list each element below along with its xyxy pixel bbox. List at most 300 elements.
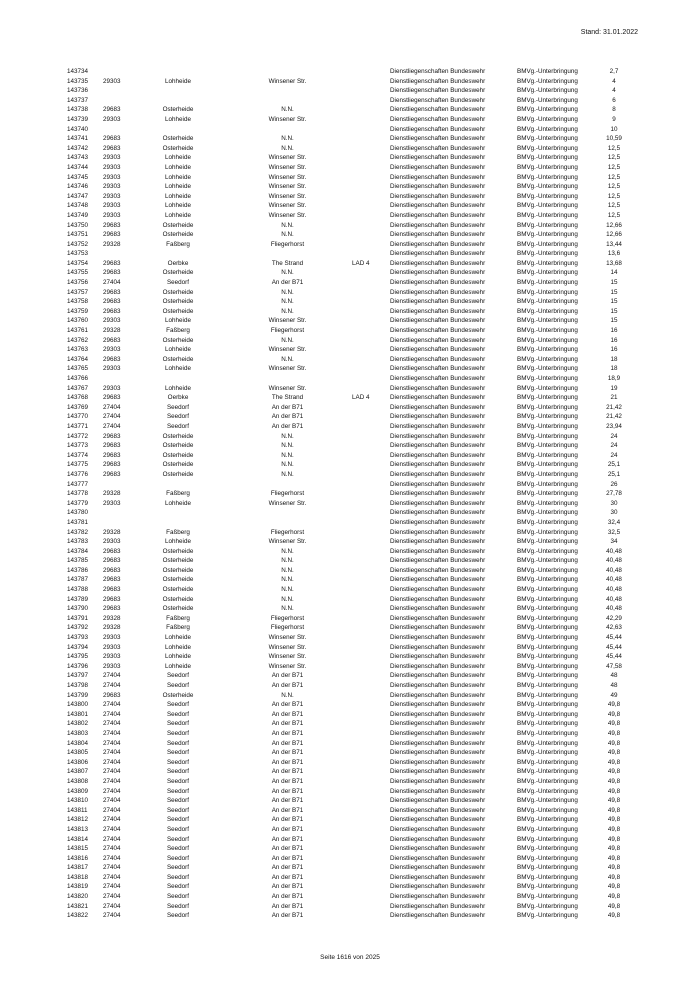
- cell-usage: BMVg.-Unterbringung: [517, 624, 578, 632]
- cell-usage: BMVg.-Unterbringung: [517, 614, 578, 622]
- cell-property-type: Dienstliegenschaften Bundeswehr: [390, 298, 486, 306]
- cell-street: An der B71: [271, 682, 304, 689]
- table-row: [0, 854, 700, 864]
- table-row: [0, 278, 700, 288]
- cell-usage: BMVg.-Unterbringung: [517, 470, 578, 478]
- cell-property-type: Dienstliegenschaften Bundeswehr: [390, 106, 486, 114]
- cell-usage: BMVg.-Unterbringung: [517, 346, 578, 354]
- cell-postal-code: 29683: [103, 221, 121, 229]
- cell-id: 143768: [67, 394, 89, 402]
- table-row: [0, 882, 700, 892]
- cell-locality: Osterheide: [162, 135, 194, 143]
- table-row: [0, 297, 700, 307]
- cell-id: 143745: [67, 173, 89, 181]
- cell-property-type: Dienstliegenschaften Bundeswehr: [390, 499, 486, 507]
- table-row: [0, 767, 700, 777]
- cell-id: 143738: [67, 106, 89, 114]
- cell-id: 143790: [67, 605, 89, 613]
- cell-street: An der B71: [271, 672, 304, 680]
- table-row: [0, 633, 700, 643]
- cell-locality: Lohheide: [165, 154, 191, 162]
- cell-postal-code: 27404: [103, 787, 121, 795]
- cell-property-type: Dienstliegenschaften Bundeswehr: [390, 749, 486, 757]
- cell-property-type: Dienstliegenschaften Bundeswehr: [390, 701, 486, 709]
- table-row: [0, 662, 700, 672]
- cell-property-type: Dienstliegenschaften Bundeswehr: [390, 87, 486, 95]
- cell-property-type: Dienstliegenschaften Bundeswehr: [390, 691, 486, 699]
- cell-locality: Seedorf: [166, 777, 190, 785]
- cell-property-type: Dienstliegenschaften Bundeswehr: [390, 816, 486, 824]
- cell-property-type: Dienstliegenschaften Bundeswehr: [390, 864, 486, 872]
- table-row: [0, 623, 700, 633]
- cell-locality: Seedorf: [166, 720, 190, 728]
- cell-postal-code: 27404: [103, 893, 121, 901]
- cell-locality: Osterheide: [162, 221, 194, 229]
- cell-usage: BMVg.-Unterbringung: [517, 68, 578, 75]
- table-row: [0, 470, 700, 480]
- cell-id: 143736: [67, 87, 89, 95]
- cell-usage: BMVg.-Unterbringung: [517, 835, 578, 843]
- cell-id: 143800: [67, 701, 89, 709]
- cell-id: 143769: [67, 403, 89, 411]
- cell-locality: Lohheide: [165, 192, 191, 200]
- cell-postal-code: 29683: [103, 355, 121, 363]
- cell-id: 143739: [67, 115, 89, 123]
- cell-street: N.N.: [281, 355, 294, 363]
- cell-street: An der B71: [271, 912, 304, 920]
- cell-street: An der B71: [271, 701, 304, 709]
- cell-street: Winsener Str.: [268, 317, 307, 325]
- cell-locality: Osterheide: [162, 691, 194, 699]
- cell-usage: BMVg.-Unterbringung: [517, 806, 578, 814]
- cell-id: 143742: [67, 144, 89, 152]
- cell-value: 49,8: [607, 797, 621, 805]
- cell-property-type: Dienstliegenschaften Bundeswehr: [390, 135, 486, 143]
- cell-property-type: Dienstliegenschaften Bundeswehr: [390, 586, 486, 594]
- cell-usage: BMVg.-Unterbringung: [517, 221, 578, 229]
- cell-id: 143806: [67, 758, 89, 766]
- stand-date: Stand: 31.01.2022: [580, 29, 638, 36]
- table-row: [0, 575, 700, 585]
- cell-usage: BMVg.-Unterbringung: [517, 864, 578, 872]
- cell-locality: Seedorf: [166, 701, 190, 709]
- cell-id: 143756: [67, 279, 89, 287]
- cell-property-type: Dienstliegenschaften Bundeswehr: [390, 365, 486, 373]
- cell-street: Winsener Str.: [268, 346, 307, 354]
- cell-postal-code: 27404: [103, 279, 121, 287]
- cell-id: 143770: [67, 413, 89, 421]
- cell-postal-code: 29303: [103, 653, 121, 661]
- cell-usage: BMVg.-Unterbringung: [517, 269, 578, 277]
- cell-usage: BMVg.-Unterbringung: [517, 259, 578, 267]
- table-row: [0, 460, 700, 470]
- cell-id: 143795: [67, 653, 89, 661]
- table-row: [0, 163, 700, 173]
- cell-value: 49,8: [607, 902, 621, 910]
- cell-id: 143767: [67, 384, 89, 392]
- table-row: [0, 230, 700, 240]
- cell-value: 49,8: [607, 787, 621, 795]
- cell-locality: Faßberg: [166, 624, 190, 632]
- cell-id: 143787: [67, 576, 89, 584]
- cell-property-type: Dienstliegenschaften Bundeswehr: [390, 797, 486, 805]
- cell-property-type: Dienstliegenschaften Bundeswehr: [390, 662, 486, 670]
- cell-id: 143743: [67, 154, 89, 162]
- cell-value: 13,68: [606, 259, 622, 267]
- table-row: [0, 412, 700, 422]
- cell-id: 143781: [67, 518, 89, 526]
- cell-usage: BMVg.-Unterbringung: [517, 327, 578, 335]
- cell-property-type: Dienstliegenschaften Bundeswehr: [390, 183, 486, 191]
- cell-usage: BMVg.-Unterbringung: [517, 499, 578, 507]
- table-row: [0, 508, 700, 518]
- cell-street: Winsener Str.: [268, 154, 307, 162]
- table-row: [0, 844, 700, 854]
- cell-usage: BMVg.-Unterbringung: [517, 163, 578, 171]
- table-row: [0, 700, 700, 710]
- table-row: [0, 182, 700, 192]
- cell-locality: Seedorf: [166, 816, 190, 824]
- cell-street: Winsener Str.: [268, 662, 307, 670]
- cell-street: N.N.: [281, 691, 294, 699]
- table-row: [0, 403, 700, 413]
- cell-locality: Lohheide: [165, 183, 191, 191]
- cell-id: 143741: [67, 135, 89, 143]
- table-row: [0, 719, 700, 729]
- cell-street: Fliegerhorst: [270, 528, 305, 536]
- cell-locality: Osterheide: [162, 557, 194, 565]
- cell-street: An der B71: [271, 413, 304, 421]
- cell-property-type: Dienstliegenschaften Bundeswehr: [390, 144, 486, 152]
- table-row: [0, 604, 700, 614]
- cell-property-type: Dienstliegenschaften Bundeswehr: [390, 173, 486, 181]
- cell-postal-code: 29683: [103, 451, 121, 459]
- cell-usage: BMVg.-Unterbringung: [517, 797, 578, 805]
- cell-locality: Lohheide: [165, 173, 191, 181]
- cell-locality: Seedorf: [166, 873, 190, 881]
- cell-id: 143778: [67, 490, 89, 498]
- cell-value: 12,66: [606, 231, 622, 239]
- table-row: [0, 556, 700, 566]
- cell-lad: LAD 4: [352, 394, 370, 402]
- cell-property-type: Dienstliegenschaften Bundeswehr: [390, 413, 486, 421]
- cell-street: Fliegerhorst: [270, 614, 305, 622]
- cell-locality: Faßberg: [166, 490, 190, 498]
- cell-property-type: Dienstliegenschaften Bundeswehr: [390, 912, 486, 920]
- cell-id: 143762: [67, 336, 89, 344]
- cell-usage: BMVg.-Unterbringung: [517, 87, 578, 95]
- cell-street: N.N.: [281, 221, 294, 229]
- cell-street: An der B71: [271, 825, 304, 833]
- table-row: [0, 355, 700, 365]
- cell-value: 24: [610, 442, 618, 450]
- cell-property-type: Dienstliegenschaften Bundeswehr: [390, 787, 486, 795]
- cell-usage: BMVg.-Unterbringung: [517, 432, 578, 440]
- cell-postal-code: 29328: [103, 240, 121, 248]
- cell-id: 143766: [67, 375, 89, 382]
- cell-property-type: Dienstliegenschaften Bundeswehr: [390, 355, 486, 363]
- cell-locality: Osterheide: [162, 566, 194, 574]
- cell-street: N.N.: [281, 557, 294, 565]
- cell-value: 12,5: [607, 211, 621, 219]
- cell-postal-code: 29683: [103, 298, 121, 306]
- cell-id: 143747: [67, 192, 89, 200]
- cell-postal-code: 29683: [103, 269, 121, 277]
- cell-postal-code: 29683: [103, 557, 121, 565]
- table-row: [0, 835, 700, 845]
- cell-postal-code: 27404: [103, 720, 121, 728]
- cell-street: Winsener Str.: [268, 202, 307, 210]
- cell-usage: BMVg.-Unterbringung: [517, 557, 578, 565]
- cell-id: 143753: [67, 250, 89, 258]
- cell-usage: BMVg.-Unterbringung: [517, 490, 578, 498]
- cell-value: 49,8: [607, 845, 621, 853]
- cell-postal-code: 29303: [103, 499, 121, 507]
- cell-value: 49,8: [607, 825, 621, 833]
- cell-usage: BMVg.-Unterbringung: [517, 135, 578, 143]
- table-row: [0, 729, 700, 739]
- cell-locality: Osterheide: [162, 231, 194, 239]
- cell-locality: Seedorf: [166, 279, 190, 287]
- cell-property-type: Dienstliegenschaften Bundeswehr: [390, 883, 486, 891]
- cell-property-type: Dienstliegenschaften Bundeswehr: [390, 461, 486, 469]
- cell-usage: BMVg.-Unterbringung: [517, 154, 578, 162]
- cell-locality: Faßberg: [166, 240, 190, 248]
- cell-usage: BMVg.-Unterbringung: [517, 672, 578, 680]
- cell-street: Winsener Str.: [268, 653, 307, 661]
- cell-postal-code: 29683: [103, 394, 121, 402]
- cell-street: An der B71: [271, 893, 304, 901]
- cell-id: 143782: [67, 528, 89, 536]
- table-row: [0, 67, 700, 77]
- table-row: [0, 336, 700, 346]
- cell-property-type: Dienstliegenschaften Bundeswehr: [390, 442, 486, 450]
- cell-property-type: Dienstliegenschaften Bundeswehr: [390, 346, 486, 354]
- table-row: [0, 585, 700, 595]
- cell-street: An der B71: [271, 710, 304, 718]
- cell-value: 25,1: [607, 470, 621, 478]
- cell-value: 13,6: [607, 250, 621, 258]
- cell-locality: Lohheide: [165, 384, 191, 392]
- table-row: [0, 326, 700, 336]
- cell-id: 143785: [67, 557, 89, 565]
- cell-usage: BMVg.-Unterbringung: [517, 336, 578, 344]
- cell-street: Winsener Str.: [268, 538, 307, 546]
- cell-usage: BMVg.-Unterbringung: [517, 365, 578, 373]
- cell-id: 143811: [67, 806, 88, 814]
- cell-value: 13,44: [606, 240, 622, 248]
- cell-postal-code: 27404: [103, 825, 121, 833]
- cell-street: N.N.: [281, 106, 294, 114]
- cell-property-type: Dienstliegenschaften Bundeswehr: [390, 902, 486, 910]
- cell-property-type: Dienstliegenschaften Bundeswehr: [390, 240, 486, 248]
- cell-street: N.N.: [281, 336, 294, 344]
- table-row: [0, 374, 700, 384]
- cell-usage: BMVg.-Unterbringung: [517, 777, 578, 785]
- cell-usage: BMVg.-Unterbringung: [517, 355, 578, 363]
- cell-value: 40,48: [606, 566, 622, 574]
- table-row: [0, 153, 700, 163]
- cell-value: 32,4: [607, 518, 621, 526]
- table-row: [0, 144, 700, 154]
- cell-postal-code: 29303: [103, 346, 121, 354]
- cell-value: 45,44: [606, 634, 622, 642]
- cell-postal-code: 27404: [103, 768, 121, 776]
- cell-locality: Seedorf: [166, 749, 190, 757]
- cell-property-type: Dienstliegenschaften Bundeswehr: [390, 490, 486, 498]
- cell-value: 49,8: [607, 854, 621, 862]
- cell-property-type: Dienstliegenschaften Bundeswehr: [390, 518, 486, 526]
- cell-property-type: Dienstliegenschaften Bundeswehr: [390, 451, 486, 459]
- cell-locality: Seedorf: [166, 787, 190, 795]
- cell-value: 4: [612, 77, 616, 85]
- cell-property-type: Dienstliegenschaften Bundeswehr: [390, 432, 486, 440]
- cell-street: An der B71: [271, 422, 304, 430]
- cell-id: 143775: [67, 461, 89, 469]
- cell-locality: Osterheide: [162, 586, 194, 594]
- cell-usage: BMVg.-Unterbringung: [517, 701, 578, 709]
- cell-street: N.N.: [281, 566, 294, 574]
- cell-id: 143815: [67, 845, 89, 853]
- cell-locality: Seedorf: [166, 403, 190, 411]
- cell-locality: Faßberg: [166, 528, 190, 536]
- cell-locality: Faßberg: [166, 614, 190, 622]
- cell-street: The Strand: [271, 259, 304, 267]
- cell-id: 143746: [67, 183, 89, 191]
- cell-property-type: Dienstliegenschaften Bundeswehr: [390, 470, 486, 478]
- cell-usage: BMVg.-Unterbringung: [517, 173, 578, 181]
- cell-property-type: Dienstliegenschaften Bundeswehr: [390, 231, 486, 239]
- cell-value: 18: [610, 365, 618, 373]
- table-row: [0, 652, 700, 662]
- cell-postal-code: 29303: [103, 163, 121, 171]
- cell-postal-code: 29328: [103, 490, 121, 498]
- cell-value: 16: [610, 327, 618, 335]
- cell-value: 49,8: [607, 806, 621, 814]
- cell-usage: BMVg.-Unterbringung: [517, 586, 578, 594]
- cell-property-type: Dienstliegenschaften Bundeswehr: [390, 643, 486, 651]
- cell-street: Winsener Str.: [268, 183, 307, 191]
- cell-usage: BMVg.-Unterbringung: [517, 816, 578, 824]
- cell-street: N.N.: [281, 135, 294, 143]
- cell-value: 8: [612, 106, 616, 114]
- cell-postal-code: 27404: [103, 701, 121, 709]
- cell-id: 143814: [67, 835, 89, 843]
- cell-property-type: Dienstliegenschaften Bundeswehr: [390, 125, 486, 133]
- cell-id: 143771: [67, 422, 89, 430]
- cell-locality: Seedorf: [166, 835, 190, 843]
- cell-street: N.N.: [281, 595, 294, 603]
- cell-postal-code: 27404: [103, 806, 121, 814]
- cell-value: 14: [610, 269, 618, 277]
- cell-value: 49,8: [607, 749, 621, 757]
- cell-locality: Lohheide: [165, 115, 191, 123]
- cell-usage: BMVg.-Unterbringung: [517, 240, 578, 248]
- cell-value: 40,48: [606, 595, 622, 603]
- cell-locality: Osterheide: [162, 106, 194, 114]
- cell-postal-code: 29303: [103, 192, 121, 200]
- cell-usage: BMVg.-Unterbringung: [517, 787, 578, 795]
- cell-postal-code: 29683: [103, 231, 121, 239]
- cell-locality: Lohheide: [165, 653, 191, 661]
- cell-value: 9: [612, 115, 616, 123]
- cell-locality: Osterheide: [162, 461, 194, 469]
- cell-postal-code: 29328: [103, 624, 121, 632]
- cell-usage: BMVg.-Unterbringung: [517, 576, 578, 584]
- cell-street: An der B71: [271, 864, 304, 872]
- page-number: Seite 1616 von 2025: [320, 954, 380, 961]
- cell-postal-code: 29683: [103, 605, 121, 613]
- table-row: [0, 825, 700, 835]
- table-row: [0, 671, 700, 681]
- table-row: [0, 787, 700, 797]
- cell-usage: BMVg.-Unterbringung: [517, 691, 578, 699]
- cell-locality: Seedorf: [166, 758, 190, 766]
- table-row: [0, 863, 700, 873]
- table-row: [0, 316, 700, 326]
- cell-street: N.N.: [281, 231, 294, 239]
- cell-value: 21,42: [606, 403, 622, 411]
- cell-value: 23,94: [606, 422, 622, 430]
- cell-id: 143807: [67, 768, 89, 776]
- cell-usage: BMVg.-Unterbringung: [517, 538, 578, 546]
- cell-locality: Lohheide: [165, 538, 191, 546]
- cell-usage: BMVg.-Unterbringung: [517, 192, 578, 200]
- cell-value: 21: [610, 394, 618, 402]
- cell-id: 143744: [67, 163, 89, 171]
- cell-street: An der B71: [271, 729, 304, 737]
- cell-locality: Lohheide: [165, 77, 191, 85]
- cell-id: 143765: [67, 365, 89, 373]
- table-row: [0, 125, 700, 135]
- cell-property-type: Dienstliegenschaften Bundeswehr: [390, 777, 486, 785]
- cell-property-type: Dienstliegenschaften Bundeswehr: [390, 538, 486, 546]
- table-row: [0, 192, 700, 202]
- table-row: [0, 595, 700, 605]
- cell-locality: Osterheide: [162, 288, 194, 296]
- cell-property-type: Dienstliegenschaften Bundeswehr: [390, 595, 486, 603]
- cell-value: 49,8: [607, 777, 621, 785]
- cell-locality: Seedorf: [166, 893, 190, 901]
- table-row: [0, 393, 700, 403]
- table-row: [0, 249, 700, 259]
- cell-street: An der B71: [271, 758, 304, 766]
- cell-postal-code: 27404: [103, 864, 121, 872]
- cell-postal-code: 29303: [103, 317, 121, 325]
- cell-postal-code: 27404: [103, 816, 121, 824]
- cell-id: 143754: [67, 259, 89, 267]
- cell-street: An der B71: [271, 854, 304, 862]
- table-row: [0, 489, 700, 499]
- cell-street: Winsener Str.: [268, 384, 307, 392]
- cell-value: 26: [610, 480, 618, 488]
- cell-locality: Seedorf: [166, 422, 190, 430]
- cell-locality: Seedorf: [166, 883, 190, 891]
- table-row: [0, 221, 700, 231]
- cell-locality: Osterheide: [162, 547, 194, 555]
- cell-street: N.N.: [281, 288, 294, 296]
- cell-property-type: Dienstliegenschaften Bundeswehr: [390, 509, 486, 517]
- cell-property-type: Dienstliegenschaften Bundeswehr: [390, 845, 486, 853]
- cell-postal-code: 29303: [103, 202, 121, 210]
- cell-street: An der B71: [271, 749, 304, 757]
- cell-postal-code: 27404: [103, 845, 121, 853]
- cell-value: 45,44: [606, 643, 622, 651]
- cell-property-type: Dienstliegenschaften Bundeswehr: [390, 288, 486, 296]
- cell-locality: Seedorf: [166, 768, 190, 776]
- cell-postal-code: 27404: [103, 873, 121, 881]
- cell-id: 143804: [67, 739, 89, 747]
